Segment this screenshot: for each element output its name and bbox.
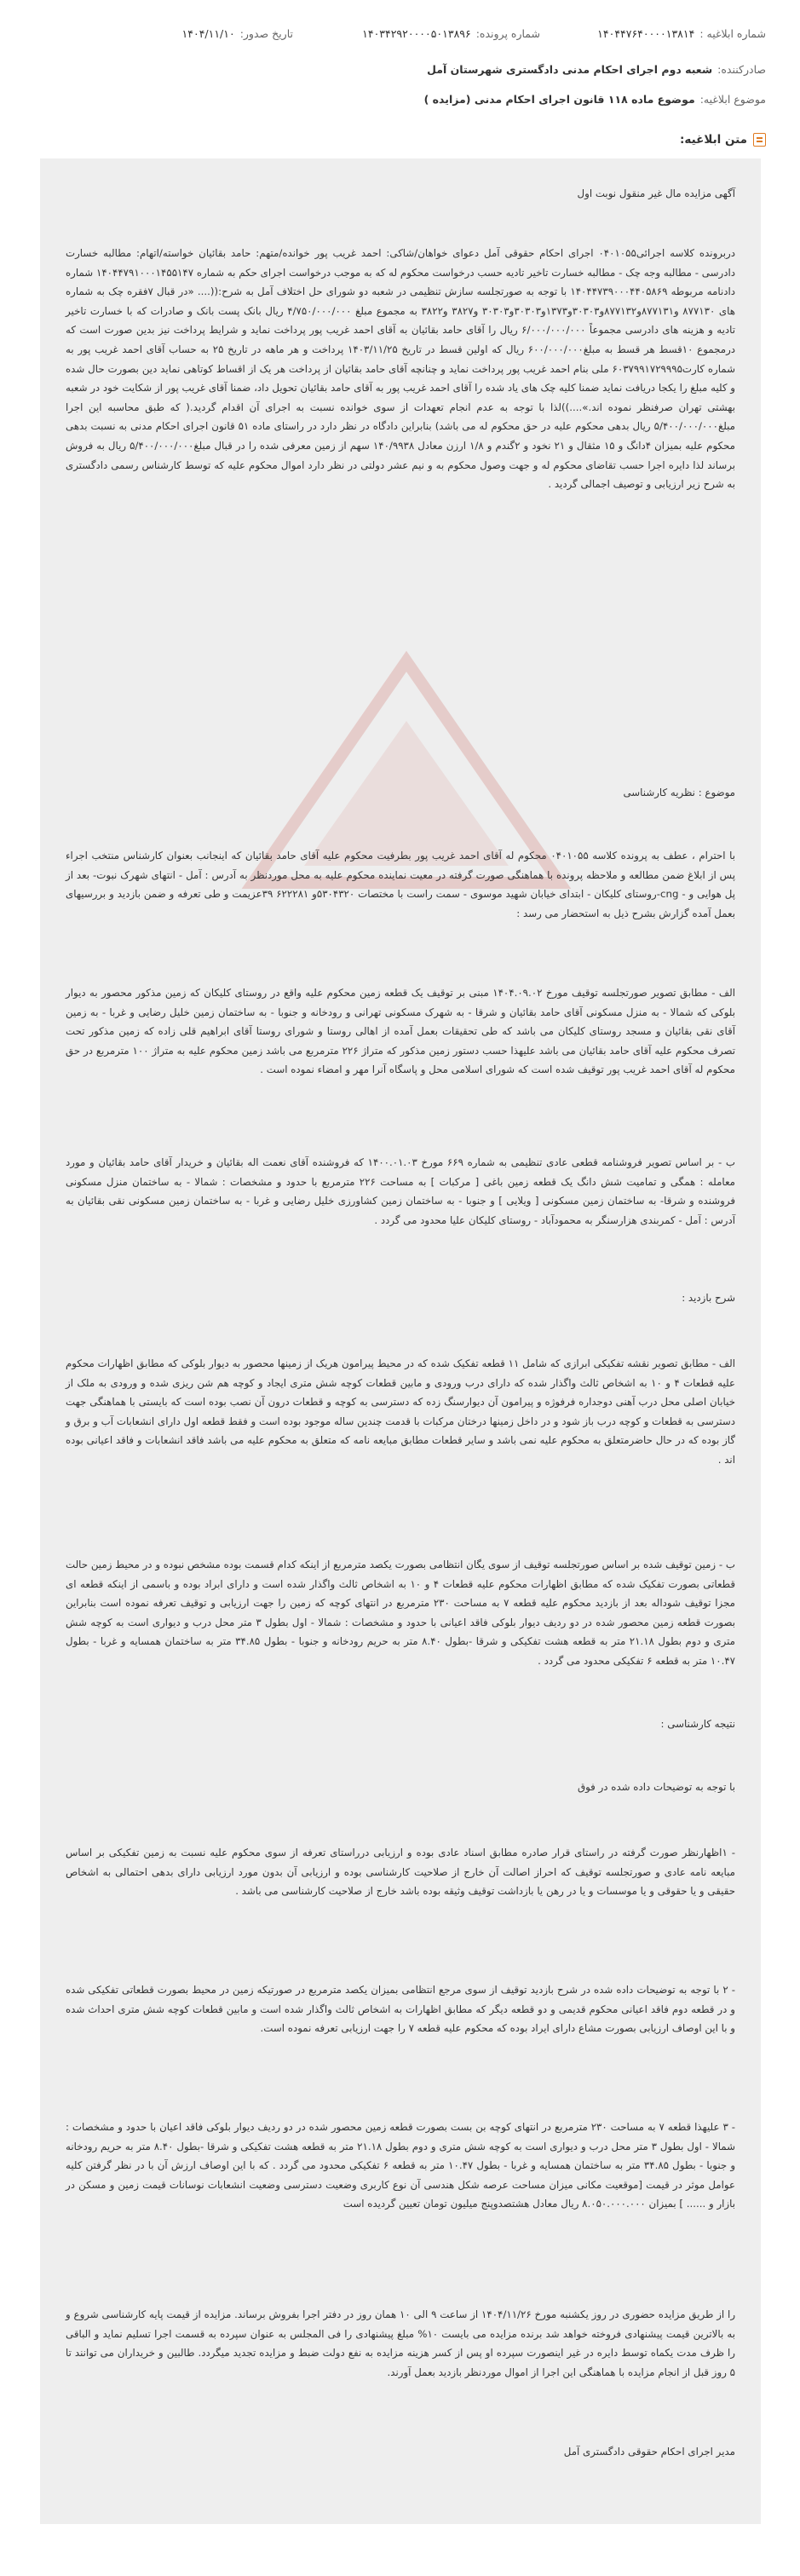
inspection-heading: شرح بازدید : bbox=[682, 1292, 735, 1304]
notice-header-bar bbox=[34, 22, 766, 44]
notice-body bbox=[40, 158, 761, 2524]
issuer-row bbox=[34, 63, 766, 76]
issuer-value: شعبه دوم اجرای احکام مدنی دادگستری شهرستان آمل bbox=[427, 63, 713, 76]
auction-title: آگهی مزایده مال غیر منقول نوبت اول bbox=[577, 187, 735, 199]
notice-number-field bbox=[540, 27, 766, 40]
inspection-paragraph-a: الف - مطابق تصویر نقشه تفکیکی ابرازی که شامل ۱۱ قطعه تفکیک شده که در محیط پیرامون هریک از زمینها محصور به دیوار بلوکی که مطابق اظهارات محکوم علیه قطعات ۴ و ۱۰ به اشخاص ثالث واگذار شده که دارای درب ورودی و مابین قطعات کوچه شش متری ایجاد و کوچه هم شن ریزی شده و ورودی به ملک از خیابان اصلی محل درب آهنی دوجداره فرفوژه و پیرامون آن دیوارسنگ زده که دسترسی به کوچه و قطعات درون آن نصب بوده است که بایستی با هماهنگی جهت دسترسی به قطعات و کوچه درب باز شود و در داخل زمینها درختان مرکبات با قدمت چندین ساله موجود بوده است و فقط قطعه اول دارای انشعابات آب و برق و گاز بوده که در حال حاضرمتعلق به محکوم علیه نمی باشد و سایر قطعات مطابق مبایعه نامه که متعلق به محکوم علیه می باشد فاقد انشعابات و فاقد اعیانی بوده اند . bbox=[66, 1357, 735, 1466]
sale-deed-paragraph: ب - بر اساس تصویر فروشنامه قطعی عادی تنظیمی به شماره ۶۶۹ مورخ ۱۴۰۰.۰۱.۰۳ که فروشنده آقای نعمت اله بقائیان و خریدار آقای حامد بقائیان و مورد معامله : همگی و تمامیت شش دانگ یک قطعه زمین باغی [ مرکبات ] به مساحت ۲۲۶ مترمربع با حدود و مشخصات : شمالا - به ساختمان منزل مسکونی فروشنده و شرقا- به ساختمان زمین مسکونی [ ویلایی ] و جنوبا - به ساختمان زمین کشاورزی خلیل رضایی و غربا - به ساختمان زمین مسکونی نقی بقائیان به آدرس : آمل - کمربندی هزارسنگر به محمودآباد - روستای کلیکان علیا محدود می گردد . bbox=[66, 1156, 736, 1226]
conclusion-heading: نتیجه کارشناسی : bbox=[660, 1718, 735, 1730]
inspection-paragraph-b: ب - زمین توقیف شده بر اساس صورتجلسه توقیف از سوی یگان انتظامی بصورت یکصد مترمربع از اینکه کدام قسمت بوده مشخص نبوده و در محیط زمین حالت قطعاتی بصورت تفکیک شده که مطابق اظهارات محکوم علیه قطعات ۴ و ۱۰ به اشخاص ثالث واگذار شده است و دارای ابراد بوده و باسمی از اینکه قطعه ای مجزا توقیف شوداله بعد از بازدید محکوم علیه قطعه ۷ به مساحت ۲۳۰ مترمربع در انتهای کوچه که زمین را جهت ارزیابی و توقیف تعرفه نموده است بنابراین بصورت قطعه زمین محصور شده در دو ردیف دیوار بلوکی فاقد اعیانی با حدود و مشخصات : شمالا - اول بطول ۳ متر محل درب و دیواری است به کوچه شش متری و دوم بطول ۲۱.۱۸ متر به قطعه هشت تفکیکی و شرقا -بطول ۸.۴۰ متر به حریم رودخانه و جنوبا - بطول ۳۴.۸۵ متر به ساختمان همسایه و غربا - بطول ۱۰.۴۷ متر به قطعه ۶ تفکیکی محدود می گردد . bbox=[66, 1559, 736, 1667]
notice-text-heading bbox=[680, 133, 766, 147]
subject-row bbox=[34, 93, 766, 106]
issuer-label: صادرکننده: bbox=[717, 63, 766, 76]
subject-label: موضوع ابلاغیه: bbox=[699, 93, 766, 106]
issue-date-field bbox=[34, 27, 293, 40]
document-icon bbox=[753, 133, 766, 147]
notice-number-label: شماره ابلاغیه : bbox=[699, 26, 766, 40]
issue-date-value: ۱۴۰۴/۱۱/۱۰ bbox=[181, 26, 235, 40]
notice-number-value: ۱۴۰۴۴۷۶۴۰۰۰۰۱۳۸۱۴ bbox=[597, 26, 695, 40]
conclusion-item-2: - ۲ با توجه به توضیحات داده شده در شرح بازدید توقیف از سوی مرجع انتظامی بمیزان یکصد مترمربع در صورتیکه زمین در محیط بصورت قطعاتی تفکیکی شده و در قطعه دوم فاقد اعیانی محکوم قدیمی و دو قطعه دیگر که مطابق اظهارات به اشخاص ثالث واگذار شده است و مابین قطعات کوچه شش متری احداث شده و با این اوصاف ارزیابی بصورت مشاع دارای ایراد بوده که محکوم علیه قطعه ۷ را جهت ارزیابی تعرفه نموده است. bbox=[66, 1984, 735, 2035]
subject-value: موضوع ماده ۱۱۸ قانون اجرای احکام مدنی (مزایده ) bbox=[423, 93, 695, 106]
expert-opinion-heading: موضوع : نظریه کارشناسی bbox=[623, 787, 735, 798]
issue-date-label: تاریخ صدور: bbox=[239, 26, 293, 40]
conclusion-intro: با توجه به توضیحات داده شده در فوق bbox=[577, 1781, 735, 1793]
notice-text-title: متن ابلاغیه: bbox=[680, 133, 747, 147]
seizure-paragraph: الف - مطابق تصویر صورتجلسه توقیف مورخ ۱۴۰۴.۰۹.۰۲ مبنی بر توقیف یک قطعه زمین محکوم علیه واقع در روستای کلیکان که زمین مذکور محصور به دیوار بلوکی که شمالا - به منزل مسکونی آقای حامد بقائیان و شرقا - به شهرک مسکونی تهرانی و رودخانه و جنوبا - به ساختمان زمین خلیل رضایی و غربا - به زمین آقای نقی بقائیان و مسجد روستای کلیکان می باشد که طی تحقیقات بعمل آمده از اهالی روستا و شورای روستا آقای ابراهیم قلی زاده که زمین مذکور تحت تصرف محکوم علیه آقای حامد بقائیان می باشد علیهذا حسب دستور زمین مذکور که متراژ ۲۲۶ مترمربع می باشد زمین محکوم علیه به متراژ ۱۰۰ مترمربع در حق محکوم له آقای احمد غریب پور توقیف شده است که شورای اسلامی محل و پاسگاه آنرا مهر و امضاء نموده است . bbox=[66, 987, 736, 1076]
case-number-label: شماره پرونده: bbox=[475, 26, 540, 40]
case-paragraph: دربرونده کلاسه اجرائی۰۴۰۱۰۵۵ اجرای احکام حقوقی آمل دعوای خواهان/شاکی: احمد غریب پور خوانده/متهم: حامد بقائیان خواسته/اتهام: مطالبه خسارت دادرسی - مطالبه وجه چک - مطالبه خسارت تاخیر تادیه حسب درخواست محکوم له که به موجب درخواست اجرای حکم به شماره ۱۴۰۴۴۷۹۱۰۰۰۱۴۵۵۱۴۷ شماره دادنامه مربوطه ۱۴۰۴۴۷۳۹۰۰۰۴۴۰۵۸۶۹ با توجه به صورتجلسه سازش تنظیمی در شعبه دو شورای حل اختلاف آمل به شرح:((.... «در قبال ۷فقره چک به شماره های ۸۷۷۱۳۰ و۸۷۷۱۳۱و۸۷۷۱۳۲و۳۰۳۰۳و۱۳۷۳و۳۰۳۰۳و۳۰۳۰۳ و۳۸۲۷ و۳۸۲۲ به مجموع مبلغ ۴/۷۵۰/۰۰۰/۰۰۰ ریال بانک پست بانک و صادرات که با خسارت تاخیر تادیه و هزینه های دادرسی مجموعاً ۶/۰۰۰/۰۰۰/۰۰۰ ریال را آقای حامد بقائیان به آقای احمد غریب پور پرداخت نماید و شرایط پرداخت نیز بدین صورت است که درمجموع ۱۰قسط هر قسط به مبلغ۶۰۰/۰۰۰/۰۰۰ ریال که اولین قسط در تاریخ ۱۴۰۳/۱۱/۲۵ پرداخت و هر ماهه در تاریخ ۲۵ به حساب آقای احمد غریب پور به شماره کارت۶۰۳۷۹۹۱۷۲۹۹۹۵ ملی بنام احمد غریب پور پرداخت نماید و چنانچه آقای حامد بقائیان از پرداخت هر یک از اقساط کوتاهی نماید دین بصورت حال شده و کلیه مبلغ را یکجا دریافت نماید ضمنا کلیه چک های یاد شده را آقای احمد غریب پور به آقای حامد بقائیان تحویل داد، ضمنا آقای غریب پور از شکایت خود در شعبه بهشتی تهران صرفنظر نموده اند.»....))لذا با توجه به عدم انجام تعهدات از سوی خوانده نسبت به اجرای آن اقدام گردید.( که طبق محاسبه این اجرا مبلغ۵/۴۰۰/۰۰۰/۰۰۰ ریال بدهی محکوم علیه در حق محکوم له می باشد) بنابراین دادگاه در نظر دارد در راستای ماده ۵۱ قانون اجرای احکام مدنی به نسبت بدهی محکوم علیه بمیزان ۴دانگ و ۱۵ مثقال و ۲۱ نخود و ۲گندم و ۱/۸ ارزن معادل ۱۴۰/۹۹۳۸ سهم از زمین معرفی شده را در قبال مبلغ۵/۴۰۰/۰۰۰/۰۰۰ ریال به فروش برساند لذا دایره اجرا حسب تقاضای محکوم له و جهت وصول محکوم به و نیم عشر دولتی در نظر دارد اموال محکوم علیه که توسط کارشناس رسمی دادگستری به شرح زیر ارزیابی و توصیف اجمالی گردید . bbox=[66, 247, 736, 491]
conclusion-item-3: - ۳ علیهذا قطعه ۷ به مساحت ۲۳۰ مترمربع در انتهای کوچه بن بست بصورت قطعه زمین محصور شده در دو ردیف دیوار بلوکی فاقد اعیان با حدود و مشخصات : شمالا - اول بطول ۳ متر محل درب و دیواری است به کوچه شش متری و دوم بطول ۲۱.۱۸ متر به قطعه هشت تفکیکی و شرقا -بطول ۸.۴۰ متر به حریم رودخانه و جنوبا - بطول ۳۴.۸۵ متر به ساختمان همسایه و غربا - بطول ۱۰.۴۷ متر به قطعه ۶ تفکیکی محدود می گردد . که با این اوصاف ارزش آن با در نظر گرفتن کلیه عوامل موثر در قیمت [موقعیت مکانی میزان مساحت عرصه شکل هندسی آن نوع کاربری وضعیت دسترسی وضعیت انشعابات نوسانات قیمت زمین و مسکن در بازار و ...... ] بمیزان ۸.۰۵۰.۰۰۰.۰۰۰ ریال معادل هشتصدوپنج میلیون تومان تعیین گردیده است bbox=[66, 2121, 736, 2210]
case-number-value: ۱۴۰۳۴۲۹۲۰۰۰۰۵۰۱۳۸۹۶ bbox=[362, 26, 471, 40]
case-number-field bbox=[293, 27, 540, 40]
auction-terms-paragraph: را از طریق مزایده حضوری در روز یکشنبه مورخ ۱۴۰۴/۱۱/۲۶ از ساعت ۹ الی ۱۰ همان روز در دفتر اجرا بفروش برساند. مزایده از قیمت پایه کارشناسی شروع و به بالاترین قیمت پیشنهادی فروخته خواهد شد برنده مزایده می بایست ۱۰% مبلغ پیشنهادی را فی المجلس به عنوان سپرده به قسمت اجرا تسلیم نماید و الباقی را ظرف مدت یکماه توسط دایره در غیر اینصورت سپرده او پس از کسر هزینه مزایده به نفع دولت ضبط و مزایده تجدید میگردد. طالبین و خریداران می توانند تا ۵ روز قبل از انجام مزایده با هماهنگی این اجرا از اموال موردنظر بازدید بعمل آورند. bbox=[66, 2308, 736, 2378]
expert-intro-paragraph: با احترام ، عطف به پرونده کلاسه ۰۴۰۱۰۵۵ محکوم له آقای احمد غریب پور بطرفیت محکوم علیه آقای حامد بقائیان که اینجانب بعنوان کارشناس منتخب اجراء پس از ابلاغ ضمن مطالعه و ملاحظه پرونده با هماهنگی صورت گرفته در معیت نماینده محکوم علیه به محل موردنظر به آدرس : آمل - انتهای شهرک نبوت- بعد از پل هوایی و - cng-روستای کلیکان - ابتدای خیابان شهید موسوی - سمت راست با مختصات ۵۳۰۴۳۲۰و ۶۲۲۲۸۱ ۳۹عزیمت و طی تعرفه و ضمن بازدید و بررسیهای بعمل آمده گزارش بشرح ذیل به استحضار می رسد : bbox=[66, 850, 736, 919]
signature-line: مدیر اجرای احکام حقوقی دادگستری آمل bbox=[563, 2446, 735, 2458]
conclusion-item-1: - ۱اظهارنظر صورت گرفته در راستای قرار صادره مطابق اسناد عادی بوده و ارزیابی درراستای تعرفه از سوی محکوم علیه نسبت به زمین تفکیکی بر اساس مبایعه نامه عادی و صورتجلسه توقیف که احراز اصالت آن خارج از صلاحیت کارشناسی بوده و ارزیابی آن بدون مورد ارزیابی دارای بدهی احتمالی به اشخاص حقیقی و یا حقوقی و یا موسسات و یا در رهن یا بازداشت توقیف وثیقه بوده باشد خارج از صلاحیت کارشناسی می باشد . bbox=[66, 1847, 735, 1898]
